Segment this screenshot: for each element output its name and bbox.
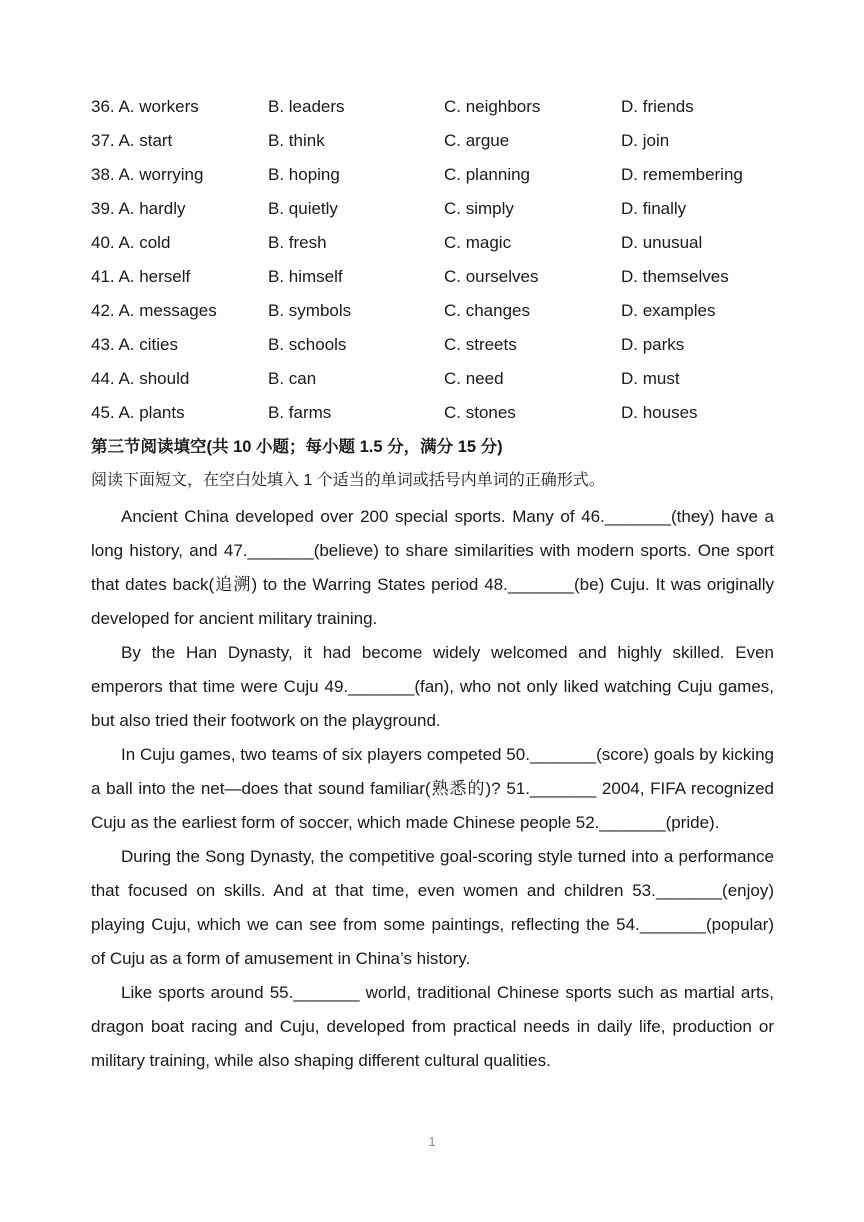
option-a-text: A. messages [118,301,217,320]
option-b: B. think [268,131,325,150]
option-d: D. houses [621,403,698,422]
option-c: C. neighbors [444,97,541,116]
option-c: C. stones [444,403,516,422]
option-row [91,398,781,432]
option-b: B. leaders [268,97,345,116]
question-number: 37. [91,131,115,150]
option-a [91,296,217,326]
option-c: C. magic [444,233,512,252]
option-a-text: A. start [118,131,173,150]
reading-passage [91,500,774,1078]
option-d: D. must [621,369,680,388]
option-row [91,92,781,126]
question-number: 40. [91,233,115,252]
passage-paragraph: Like sports around 55._______ world, traditional Chinese sports such as martial arts, dragon boat racing and Cuju, developed from practical needs in daily life, production or military training, while also shaping different cultural qualities. [91,983,774,1070]
options-list [91,92,781,432]
option-c: C. need [444,369,504,388]
option-c: C. argue [444,131,510,150]
section-instructions: 阅读下面短文，在空白处填入 1 个适当的单词或括号内单词的正确形式。 [91,472,605,489]
option-row [91,126,781,160]
passage-paragraph: During the Song Dynasty, the competitive goal-scoring style turned into a performance that focused on skills. And at that time, even women and children 53._______(enjoy) playing Cuju, which we can see from some paintings, reflecting the 54._______(popular) of Cuju as a form of amusement in China’s history. [91,847,774,968]
option-a [91,228,170,258]
section-title: 第三节阅读填空(共 10 小题；每小题 1.5 分，满分 15 分) [91,438,503,456]
option-c: C. streets [444,335,517,354]
option-a-text: A. plants [118,403,185,422]
option-d: D. parks [621,335,685,354]
option-a [91,364,189,394]
passage-paragraph: Ancient China developed over 200 special sports. Many of 46._______(they) have a long history, and 47._______(believe) to share similarities with modern sports. One sport that dates back(追溯) to the Warring States period 48._______(be) Cuju. It was originally developed for ancient military training. [91,507,774,628]
option-a [91,194,186,224]
option-a [91,126,172,156]
option-row [91,228,781,262]
option-row [91,296,781,330]
question-number: 43. [91,335,115,354]
question-number: 45. [91,403,115,422]
option-a [91,262,190,292]
option-c: C. changes [444,301,530,320]
question-number: 39. [91,199,115,218]
option-b: B. fresh [268,233,327,252]
option-row [91,194,781,228]
option-b: B. himself [268,267,343,286]
option-c: C. ourselves [444,267,539,286]
option-b: B. quietly [268,199,338,218]
option-row [91,364,781,398]
question-number: 36. [91,97,115,116]
option-a [91,398,185,428]
option-c: C. simply [444,199,514,218]
question-number: 41. [91,267,115,286]
option-a-text: A. worrying [118,165,204,184]
option-d: D. unusual [621,233,703,252]
option-b: B. schools [268,335,347,354]
question-number: 44. [91,369,115,388]
option-d: D. remembering [621,165,743,184]
question-number: 42. [91,301,115,320]
passage-paragraph: In Cuju games, two teams of six players competed 50._______(score) goals by kicking a ball into the net—does that sound familiar(熟悉的)? 51._______ 2004, FIFA recognized Cuju as the earliest form of soccer, which made Chinese people 52._______(pride). [91,745,774,832]
option-a-text: A. cities [118,335,178,354]
option-a-text: A. workers [118,97,199,116]
option-a [91,160,203,190]
option-c: C. planning [444,165,531,184]
passage-paragraph: By the Han Dynasty, it had become widely welcomed and highly skilled. Even emperors that time were Cuju 49._______(fan), who not only liked watching Cuju games, but also tried their footwork on the playground. [91,643,774,730]
option-b: B. farms [268,403,332,422]
option-d: D. join [621,131,670,150]
question-number: 38. [91,165,115,184]
option-a-text: A. should [118,369,190,388]
option-row [91,160,781,194]
option-b: B. can [268,369,317,388]
option-a-text: A. herself [118,267,191,286]
page-number: 1 [428,1134,436,1149]
option-d: D. friends [621,97,694,116]
option-a [91,330,178,360]
option-row [91,262,781,296]
option-a-text: A. cold [118,233,171,252]
option-d: D. finally [621,199,687,218]
option-d: D. examples [621,301,716,320]
option-d: D. themselves [621,267,729,286]
option-row [91,330,781,364]
option-a-text: A. hardly [118,199,186,218]
option-b: B. symbols [268,301,352,320]
option-a [91,92,199,122]
option-b: B. hoping [268,165,340,184]
